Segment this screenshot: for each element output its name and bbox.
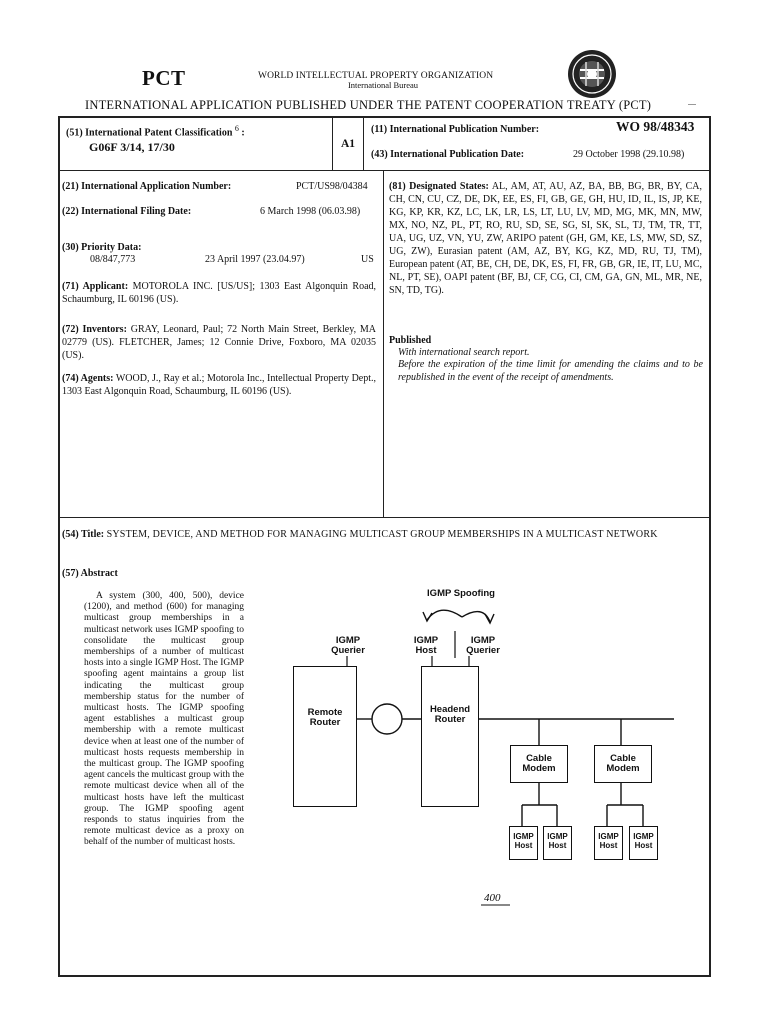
priority-date: 23 April 1997 (23.04.97) [205,254,305,265]
agents-value: WOOD, J., Ray et al.; Motorola Inc., Intellectual Property Dept., 1303 East Algonquin Road, Schaumburg, IL 60196 (US). [62,373,377,397]
pub-date-label: (43) International Publication Date: [371,149,525,160]
remote-router-box [293,666,357,807]
wipo-bureau: International Bureau [347,80,419,90]
classification-colon: : [241,127,245,139]
designated-label: (81) Designated States: [389,181,489,192]
igmp-host-box-label-3: IGMP Host [598,832,619,850]
priority-number: 08/847,773 [90,254,136,265]
published-label: Published [389,335,432,346]
applicant-label: (71) Applicant: [62,281,129,292]
app-number-value: PCT/US98/04384 [296,181,368,192]
pct-heading: PCT [142,66,186,90]
filing-date-label: (22) International Filing Date: [62,206,192,217]
igmp-host-label: IGMP Host [413,635,439,656]
published-line-1: With international search report. [398,347,530,358]
published-line-2: Before the expiration of the time limit for amending the claims and to be republished in the event of the receipt of amendments. [398,359,703,383]
headend-router-label: Headend Router [429,704,471,725]
title-label: (54) Title: [62,529,105,540]
abstract-label: (57) Abstract [62,568,118,579]
header-title: INTERNATIONAL APPLICATION PUBLISHED UNDER THE PATENT COOPERATION TREATY (PCT) [85,98,652,112]
classification-label: (51) International Patent Classification $^6$ : [66,124,245,139]
igmp-querier-right-label: IGMP Querier [466,635,500,656]
classification-edition: 6 [234,124,239,133]
cable-modem-label-1: Cable Modem [522,753,556,774]
pub-number-value: WO 98/48343 [616,119,695,134]
headend-router-box [421,666,479,807]
filing-date-value: 6 March 1998 (06.03.98) [260,206,361,217]
igmp-host-box-label-1: IGMP Host [513,832,534,850]
figure-number: 400 [484,892,501,904]
igmp-host-box-label-2: IGMP Host [547,832,568,850]
wipo-org-name: WORLD INTELLECTUAL PROPERTY ORGANIZATION [258,71,494,81]
title-value: SYSTEM, DEVICE, AND METHOD FOR MANAGING MULTICAST GROUP MEMBERSHIPS IN A MULTICAST NETWORK [106,529,658,540]
priority-country: US [361,254,374,265]
cable-modem-label-2: Cable Modem [606,753,640,774]
app-number-label: (21) International Application Number: [62,181,232,192]
inventors-label: (72) Inventors: [62,324,127,335]
applicant-value: MOTOROLA INC. [US/US]; 1303 East Algonquin Road, Schaumburg, IL 60196 (US). [62,281,377,305]
igmp-spoofing-label: IGMP Spoofing [427,588,495,599]
abstract-text: A system (300, 400, 500), device (1200), and method (600) for managing multicast group memberships in a multicast network uses IGMP spoofing to consolidate the multicast group memberships of a number of multicast hosts into a single IGMP Host. The IGMP spoofing agent maintains a group list indicating the multicast group membership status for the number of multicast hosts. The IGMP spoofing agent establishes a multicast group membership with a remote multicast device when at least one of the number of multicast hosts requests membership in the multicast group. The IGMP spoofing agent cancels the multicast group with the remote multicast device when all of the multicast hosts have left the multicast group. The IGMP spoofing agent responds to status inquiries from the remote multicast device as a proxy on behalf of the number of multicast hosts. [84,591,244,848]
pub-number-label: (11) International Publication Number: [371,124,540,135]
pub-date-value: 29 October 1998 (29.10.98) [573,149,685,160]
kind-code: A1 [341,138,356,150]
igmp-host-box-label-4: IGMP Host [633,832,654,850]
remote-router-label: Remote Router [307,707,343,728]
priority-label: (30) Priority Data: [62,242,142,253]
igmp-querier-left-label: IGMP Querier [331,635,365,656]
agents-label: (74) Agents: [62,373,114,384]
inventors-value: GRAY, Leonard, Paul; 72 North Main Street, Berkley, MA 02779 (US). FLETCHER, James; 12 Connie Drive, Foxboro, MA 02035 (US). [62,324,377,361]
classification-value: G06F 3/14, 17/30 [89,140,175,154]
designated-value: AL, AM, AT, AU, AZ, BA, BB, BG, BR, BY, CA, CH, CN, CU, CZ, DE, DK, EE, ES, FI, GB, GE, GH, HU, ID, IL, IS, JP, KE, KG, KP, KR, KZ, LC, LK, LR, LS, LT, LU, LV, MD, MG, MK, MN, MW, MX, NO, NZ, PL, PT, RO, RU, SD, SE, SG, SI, SK, SL, TJ, TM, TR, TT, UA, UG, UZ, VN, YU, ZW, ARIPO patent (GH, GM, KE, LS, MW, SD, SZ, UG, ZW), Eurasian patent (AM, AZ, BY, KG, KZ, MD, RU, TJ, TM), European patent (AT, BE, CH, DE, DK, ES, FI, FR, GB, GR, IE, IT, LU, MC, NL, PT, SE), OAPI patent (BF, BJ, CF, CG, CI, CM, GA, GN, ML, MR, NE, SN, TD, TG). [389,181,703,296]
